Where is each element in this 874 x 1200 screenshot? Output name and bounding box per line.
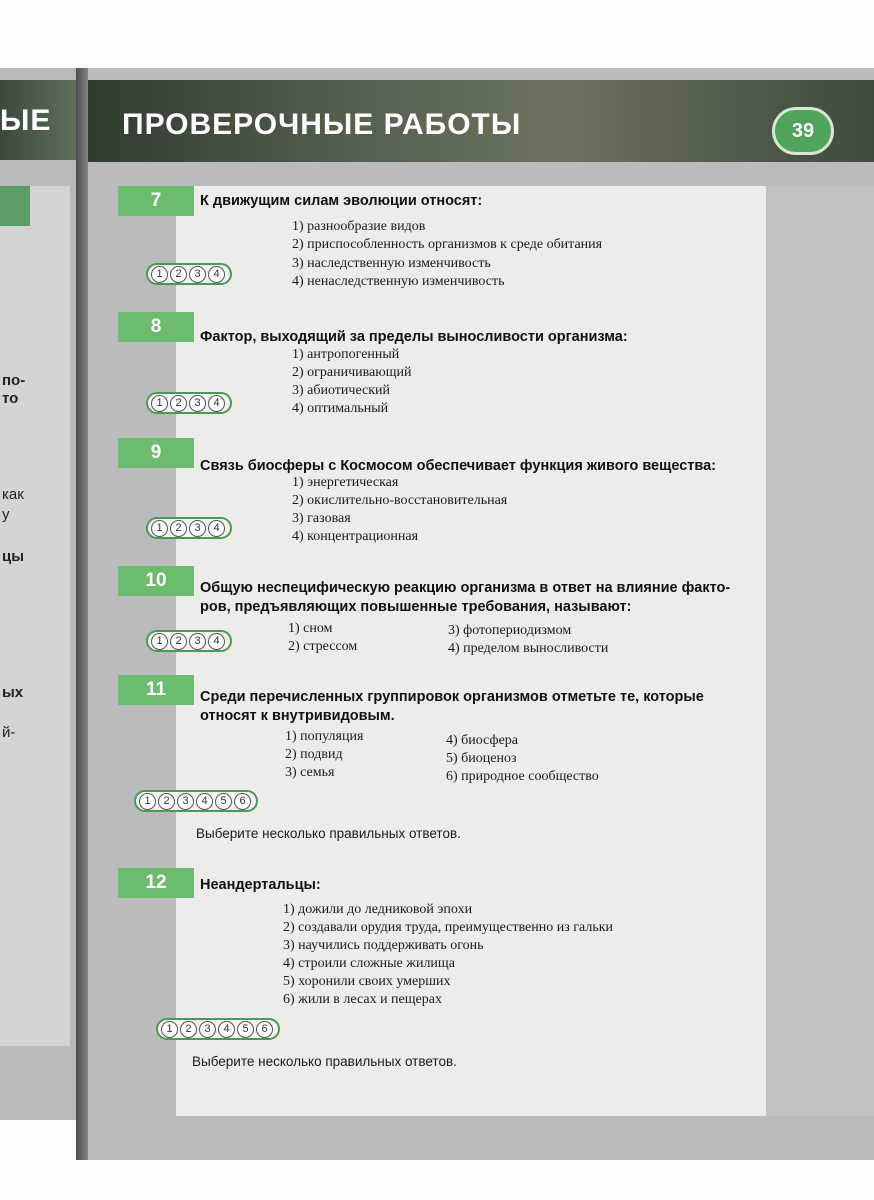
answer-bubble-group: [134, 790, 258, 812]
answer-option: 3) фотопериодизмом: [448, 623, 572, 638]
answer-bubble[interactable]: 3: [189, 395, 206, 412]
answer-option: 1) энергетическая: [292, 475, 399, 490]
answer-bubble-group: [146, 263, 232, 285]
answer-bubble[interactable]: 2: [170, 520, 187, 537]
question-text: Фактор, выходящий за пределы выносливости организма:: [200, 329, 628, 345]
left-fragment-text: ых: [2, 684, 24, 701]
answer-bubble[interactable]: 3: [189, 520, 206, 537]
question-text: Связь биосферы с Космосом обеспечивает функция живого вещества:: [200, 458, 717, 474]
answer-option: 1) антропогенный: [292, 347, 400, 362]
question-text-line: Среди перечисленных группировок организмов отметьте те, которые: [200, 689, 704, 705]
answer-bubble[interactable]: 5: [215, 793, 232, 810]
answer-bubble[interactable]: 3: [189, 633, 206, 650]
question-number-tab: 11: [118, 675, 194, 705]
answer-option: 6) жили в лесах и пещерах: [283, 992, 442, 1007]
answer-bubble[interactable]: 5: [237, 1021, 254, 1038]
answer-bubble[interactable]: 2: [158, 793, 175, 810]
answer-option: 1) сном: [288, 621, 333, 636]
answer-option: 2) стрессом: [288, 639, 358, 654]
page-header: [88, 80, 874, 162]
answer-option: 4) биосфера: [446, 733, 519, 748]
left-fragment-text: как: [2, 486, 24, 503]
left-fragment-text: y: [2, 506, 10, 523]
question-text: Неандертальцы:: [200, 877, 321, 893]
answer-bubble[interactable]: 3: [189, 266, 206, 283]
question-text-line: Общую неспецифическую реакцию организма в ответ на влияние факто-: [200, 580, 731, 596]
answer-bubble[interactable]: 6: [256, 1021, 273, 1038]
answer-option: 1) разнообразие видов: [292, 219, 426, 234]
answer-bubble[interactable]: 2: [180, 1021, 197, 1038]
question-number-tab: 9: [118, 438, 194, 468]
answer-bubble[interactable]: 4: [218, 1021, 235, 1038]
answer-option: 4) ненаследственную изменчивость: [292, 274, 505, 289]
answer-bubble[interactable]: 1: [151, 395, 168, 412]
answer-bubble[interactable]: 4: [208, 520, 225, 537]
answer-bubble[interactable]: 4: [208, 395, 225, 412]
answer-bubble[interactable]: 3: [199, 1021, 216, 1038]
answer-option: 2) окислительно-восстановительная: [292, 493, 508, 508]
answer-option: 3) научились поддерживать огонь: [283, 938, 484, 953]
answer-bubble-group: [146, 517, 232, 539]
question-text-line: ров, предъявляющих повышенные требования, называют:: [200, 599, 632, 615]
answer-option: 2) подвид: [285, 747, 343, 762]
left-page-header-fragment: ЫЕ: [0, 104, 52, 137]
faded-back-column: [758, 186, 874, 1116]
answer-option: 3) газовая: [292, 511, 351, 526]
answer-bubble-group: [146, 630, 232, 652]
answer-option: 6) природное сообщество: [446, 769, 599, 784]
answer-option: 3) абиотический: [292, 383, 391, 398]
answer-bubble[interactable]: 1: [151, 520, 168, 537]
answer-bubble-group: [146, 392, 232, 414]
answer-bubble[interactable]: 1: [139, 793, 156, 810]
question-number-tab: 10: [118, 566, 194, 596]
instruction-note: Выберите несколько правильных ответов.: [196, 826, 461, 841]
answer-option: 4) пределом выносливости: [448, 641, 609, 656]
left-fragment-text: й-: [2, 724, 16, 741]
answer-option: 2) ограничивающий: [292, 365, 412, 380]
answer-option: 2) создавали орудия труда, преимущественно из гальки: [283, 920, 614, 935]
question-text-line: относят к внутривидовым.: [200, 708, 395, 724]
answer-option: 4) концентрационная: [292, 529, 419, 544]
answer-option: 4) оптимальный: [292, 401, 389, 416]
page-number-badge: 39: [772, 107, 834, 155]
answer-option: 4) строили сложные жилища: [283, 956, 455, 971]
answer-bubble[interactable]: 4: [208, 266, 225, 283]
question-number-tab: 8: [118, 312, 194, 342]
answer-bubble[interactable]: 4: [196, 793, 213, 810]
answer-option: 5) биоценоз: [446, 751, 517, 766]
answer-bubble[interactable]: 3: [177, 793, 194, 810]
question-text: К движущим силам эволюции относят:: [200, 193, 483, 209]
page-title: ПРОВЕРОЧНЫЕ РАБОТЫ: [122, 108, 522, 141]
answer-bubble[interactable]: 4: [208, 633, 225, 650]
answer-option: 1) дожили до ледниковой эпохи: [283, 902, 473, 917]
question-number-tab: 7: [118, 186, 194, 216]
question-number-tab: 12: [118, 868, 194, 898]
answer-bubble[interactable]: 2: [170, 395, 187, 412]
answer-option: 5) хоронили своих умерших: [283, 974, 451, 989]
answer-option: 1) популяция: [285, 729, 364, 744]
answer-bubble[interactable]: 1: [161, 1021, 178, 1038]
answer-bubble[interactable]: 1: [151, 633, 168, 650]
answer-bubble[interactable]: 2: [170, 266, 187, 283]
left-fragment-text: по-: [2, 372, 26, 389]
answer-option: 3) семья: [285, 765, 335, 780]
left-page-tab: [0, 186, 30, 226]
instruction-note: Выберите несколько правильных ответов.: [192, 1054, 457, 1069]
answer-option: 2) приспособленность организмов к среде обитания: [292, 237, 603, 252]
left-page-content: [0, 186, 70, 1046]
left-fragment-text: то: [2, 390, 19, 407]
left-fragment-text: цы: [2, 548, 25, 565]
answer-option: 3) наследственную изменчивость: [292, 256, 491, 271]
answer-bubble[interactable]: 6: [234, 793, 251, 810]
answer-bubble[interactable]: 2: [170, 633, 187, 650]
answer-bubble[interactable]: 1: [151, 266, 168, 283]
answer-bubble-group: [156, 1018, 280, 1040]
